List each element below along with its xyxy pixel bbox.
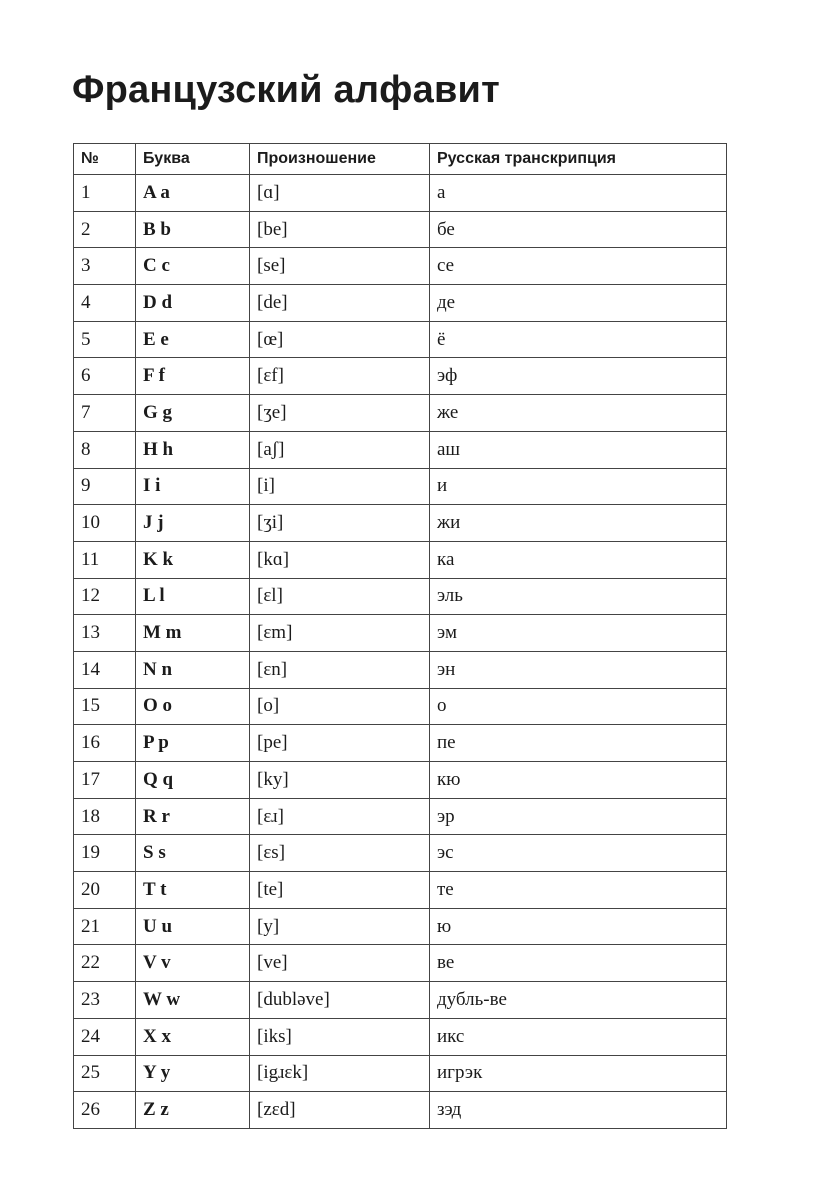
cell-transcription: же (430, 395, 727, 432)
cell-transcription: и (430, 468, 727, 505)
table-row (74, 1018, 727, 1055)
cell-transcription: зэд (430, 1092, 727, 1129)
cell-letter: W w (136, 982, 250, 1019)
table-row (74, 321, 727, 358)
table-row (74, 651, 727, 688)
table-header-row (74, 144, 727, 175)
cell-pronunciation: [o] (250, 688, 430, 725)
page-title: Французский алфавит (72, 69, 500, 111)
cell-letter: I i (136, 468, 250, 505)
table-row (74, 395, 727, 432)
table-row (74, 1055, 727, 1092)
cell-transcription: жи (430, 505, 727, 542)
cell-letter: Q q (136, 762, 250, 799)
cell-letter: M m (136, 615, 250, 652)
cell-letter: X x (136, 1018, 250, 1055)
cell-pronunciation: [aʃ] (250, 431, 430, 468)
table-body (74, 175, 727, 1129)
cell-pronunciation: [ɑ] (250, 175, 430, 212)
table-row (74, 982, 727, 1019)
cell-pronunciation: [y] (250, 908, 430, 945)
cell-number: 4 (74, 285, 136, 322)
cell-letter: O o (136, 688, 250, 725)
cell-pronunciation: [œ] (250, 321, 430, 358)
table-row (74, 1092, 727, 1129)
cell-letter: L l (136, 578, 250, 615)
cell-pronunciation: [be] (250, 211, 430, 248)
cell-letter: U u (136, 908, 250, 945)
cell-letter: G g (136, 395, 250, 432)
table-row (74, 285, 727, 322)
cell-pronunciation: [kɑ] (250, 541, 430, 578)
cell-letter: J j (136, 505, 250, 542)
cell-letter: D d (136, 285, 250, 322)
cell-number: 24 (74, 1018, 136, 1055)
cell-pronunciation: [ky] (250, 762, 430, 799)
cell-pronunciation: [igɹɛk] (250, 1055, 430, 1092)
table-row (74, 945, 727, 982)
alphabet-table (73, 143, 727, 1129)
cell-number: 9 (74, 468, 136, 505)
cell-number: 25 (74, 1055, 136, 1092)
cell-letter: A a (136, 175, 250, 212)
cell-pronunciation: [de] (250, 285, 430, 322)
table-row (74, 431, 727, 468)
table-row (74, 835, 727, 872)
table-row (74, 541, 727, 578)
table-row (74, 908, 727, 945)
table-row (74, 358, 727, 395)
cell-transcription: эр (430, 798, 727, 835)
cell-letter: Y y (136, 1055, 250, 1092)
cell-transcription: игрэк (430, 1055, 727, 1092)
cell-letter: B b (136, 211, 250, 248)
cell-transcription: аш (430, 431, 727, 468)
cell-transcription: ю (430, 908, 727, 945)
cell-transcription: те (430, 872, 727, 909)
cell-number: 14 (74, 651, 136, 688)
cell-number: 11 (74, 541, 136, 578)
cell-transcription: пе (430, 725, 727, 762)
cell-number: 13 (74, 615, 136, 652)
header-pronunciation: Произношение (250, 144, 430, 175)
table-row (74, 615, 727, 652)
cell-number: 23 (74, 982, 136, 1019)
table-row (74, 175, 727, 212)
table-row (74, 762, 727, 799)
cell-transcription: се (430, 248, 727, 285)
cell-pronunciation: [iks] (250, 1018, 430, 1055)
cell-letter: R r (136, 798, 250, 835)
cell-letter: C c (136, 248, 250, 285)
cell-number: 16 (74, 725, 136, 762)
cell-pronunciation: [i] (250, 468, 430, 505)
cell-number: 2 (74, 211, 136, 248)
cell-letter: T t (136, 872, 250, 909)
cell-letter: H h (136, 431, 250, 468)
cell-pronunciation: [te] (250, 872, 430, 909)
cell-transcription: а (430, 175, 727, 212)
cell-letter: N n (136, 651, 250, 688)
header-letter: Буква (136, 144, 250, 175)
table-row (74, 578, 727, 615)
cell-transcription: эс (430, 835, 727, 872)
cell-letter: S s (136, 835, 250, 872)
cell-pronunciation: [ʒi] (250, 505, 430, 542)
table-row (74, 688, 727, 725)
table-row (74, 872, 727, 909)
cell-number: 1 (74, 175, 136, 212)
cell-number: 8 (74, 431, 136, 468)
table-row (74, 798, 727, 835)
cell-number: 17 (74, 762, 136, 799)
cell-number: 5 (74, 321, 136, 358)
table-row (74, 468, 727, 505)
cell-letter: K k (136, 541, 250, 578)
cell-pronunciation: [ve] (250, 945, 430, 982)
cell-number: 21 (74, 908, 136, 945)
cell-pronunciation: [ɛs] (250, 835, 430, 872)
cell-transcription: икс (430, 1018, 727, 1055)
cell-number: 10 (74, 505, 136, 542)
cell-letter: E e (136, 321, 250, 358)
cell-pronunciation: [ʒe] (250, 395, 430, 432)
cell-pronunciation: [pe] (250, 725, 430, 762)
cell-transcription: эм (430, 615, 727, 652)
cell-transcription: ка (430, 541, 727, 578)
cell-number: 26 (74, 1092, 136, 1129)
cell-transcription: дубль-ве (430, 982, 727, 1019)
cell-pronunciation: [zɛd] (250, 1092, 430, 1129)
cell-letter: P p (136, 725, 250, 762)
cell-number: 18 (74, 798, 136, 835)
cell-transcription: бе (430, 211, 727, 248)
cell-number: 20 (74, 872, 136, 909)
cell-pronunciation: [ɛn] (250, 651, 430, 688)
table-row (74, 248, 727, 285)
cell-transcription: ве (430, 945, 727, 982)
cell-transcription: кю (430, 762, 727, 799)
cell-pronunciation: [ɛɹ] (250, 798, 430, 835)
cell-number: 6 (74, 358, 136, 395)
cell-pronunciation: [se] (250, 248, 430, 285)
cell-transcription: ё (430, 321, 727, 358)
cell-pronunciation: [ɛm] (250, 615, 430, 652)
cell-number: 19 (74, 835, 136, 872)
cell-number: 12 (74, 578, 136, 615)
cell-number: 15 (74, 688, 136, 725)
cell-number: 3 (74, 248, 136, 285)
cell-transcription: о (430, 688, 727, 725)
cell-transcription: эф (430, 358, 727, 395)
header-transcription: Русская транскрипция (430, 144, 727, 175)
cell-pronunciation: [dubləve] (250, 982, 430, 1019)
cell-pronunciation: [ɛl] (250, 578, 430, 615)
cell-pronunciation: [ɛf] (250, 358, 430, 395)
cell-letter: V v (136, 945, 250, 982)
cell-transcription: эль (430, 578, 727, 615)
header-number: № (74, 144, 136, 175)
table-row (74, 211, 727, 248)
table-row (74, 725, 727, 762)
cell-number: 22 (74, 945, 136, 982)
cell-transcription: де (430, 285, 727, 322)
cell-number: 7 (74, 395, 136, 432)
table-row (74, 505, 727, 542)
cell-letter: F f (136, 358, 250, 395)
cell-transcription: эн (430, 651, 727, 688)
cell-letter: Z z (136, 1092, 250, 1129)
